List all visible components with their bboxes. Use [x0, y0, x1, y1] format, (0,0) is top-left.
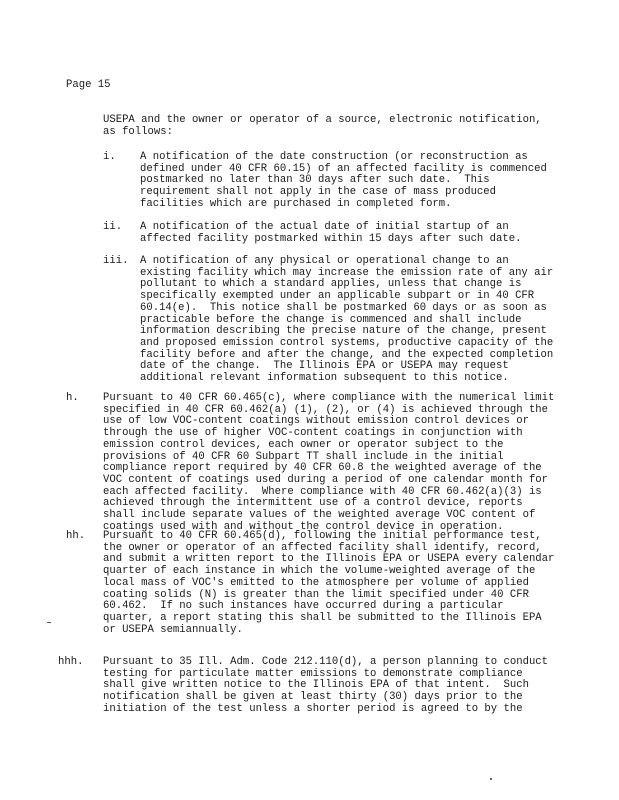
subitem-text-i: A notification of the date construction (or reconstruction as defined under 40 CFR 60.15) of an affected facility is commenced postmarked no later than 30 days after such date. This requirement shall not apply in the case of mass produced facilities which are purchased in completed form. — [140, 151, 547, 210]
subitem-label-iii: iii. — [103, 255, 129, 267]
subitem-text-ii: A notification of the actual date of initial startup of an affected facility postmarked within 15 days after such date. — [140, 221, 522, 245]
item-text-hhh: Pursuant to 35 Ill. Adm. Code 212.110(d), a person planning to conduct testing for particulate matter emissions to demonstrate compliance shall give written notice to the Illinois EPA of that intent. Such notification shall be given at least thirty (30) days prior to the initiation of the test unless a shorter period is agreed to by the — [103, 656, 549, 715]
item-label-hh: hh. — [66, 530, 86, 542]
margin-revision-mark — [47, 622, 51, 623]
intro-paragraph: USEPA and the owner or operator of a source, electronic notification, as follows: — [103, 114, 542, 138]
item-label-hhh: hhh. — [58, 656, 84, 668]
subitem-label-ii: ii. — [103, 221, 123, 233]
item-text-hh: Pursuant to 40 CFR 60.465(d), following the initial performance test, the owner or operator of an affected facility shall identify, record, and submit a written report to the Illinois EPA or USEPA every calendar quarter of each instance in which the volume-weighted average of the local mass of VOC's emitted to the atmosphere per volume of applied coating solids (N) is greater than the limit specified under 40 CFR 60.462. If no such instances have occurred during a particular quarter, a report stating this shall be submitted to the Illinois EPA or USEPA semiannually. — [103, 530, 555, 636]
subitem-label-i: i. — [103, 151, 116, 163]
subitem-text-iii: A notification of any physical or operational change to an existing facility which may increase the emission rate of any air pollutant to which a standard applies, unless that change is specifically exempted under an applicable subpart or in 40 CFR 60.14(e). This notice shall be postmarked 60 days or as soon as practicable before the change is commenced and shall include information describing the precise nature of the change, present and proposed emission control systems, productive capacity of the facility before and after the change, and the expected completion date of the change. The Illinois EPA or USEPA may request additional relevant information subsequent to this notice. — [140, 255, 554, 385]
page-number-header: Page 15 — [66, 79, 111, 91]
item-text-h: Pursuant to 40 CFR 60.465(c), where compliance with the numerical limit specified in 40 CFR 60.462(a) (1), (2), or (4) is achieved through the use of low VOC-content coatings without emission control devices or through the use of higher VOC-content coatings in conjunction with emission control devices, each owner or operator subject to the provisions of 40 CFR 60 Subpart TT shall include in the initial compliance report required by 40 CFR 60.8 the weighted average of the VOC content of coatings used during a period of one calendar month for each affected facility. Where compliance with 40 CFR 60.462(a)(3) is achieved through the intermittent use of a control device, reports shall include separate values of the weighted average VOC content of coatings used with and without the control device in operation. — [103, 392, 555, 533]
scan-speck — [490, 778, 492, 780]
item-label-h: h. — [66, 392, 79, 404]
